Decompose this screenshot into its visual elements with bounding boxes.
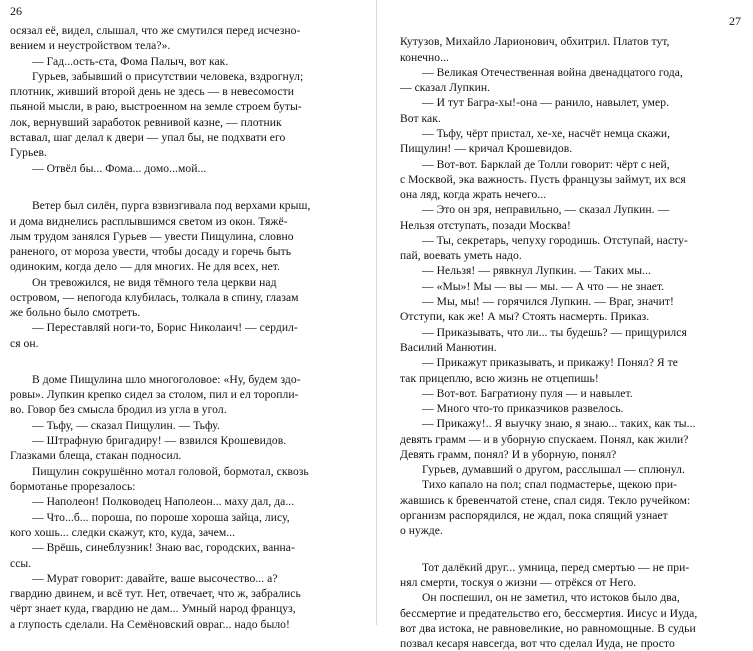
text-line: лок, вернувший заработок ревнивой казне, — плотник	[10, 116, 282, 129]
text-line: — Что...б... пороша, по пороше хороша зайца, лису,	[32, 511, 290, 524]
text-line: раненого, от мороза увести, чтобы досаду и горечь быть	[10, 245, 292, 258]
text-line: — Наполеон! Полководец Наполеон... маху дал, да...	[32, 495, 295, 508]
text-line: — Штрафную бригадиру! — взвился Крошевидов.	[32, 434, 287, 447]
text-line: — Это он зря, неправильно, — сказал Лупкин. —	[422, 203, 670, 216]
text-line: — Тьфу, чёрт пристал, хе-хе, насчёт немца скажи,	[422, 127, 671, 140]
text-line: островом, — непогода клубилась, толкала в спину, глазам	[10, 291, 299, 304]
text-line: плотник, живший второй день не здесь — в невесомости	[10, 85, 294, 98]
text-line: чёрт знает куда, гвардию не дам... Умный народ француз,	[10, 602, 296, 615]
text-line: жавшись к бревенчатой стене, спал сидя. Текло ручейком:	[400, 494, 691, 507]
text-line: она ляд, когда жрать нечего...	[400, 188, 547, 201]
text-line: конечно...	[400, 51, 449, 64]
text-line: — Великая Отечественная война двенадцатого года,	[422, 66, 683, 79]
text-line: — Вот-вот. Барклай де Толли говорит: чёрт с ней,	[422, 158, 670, 171]
text-line: — Много что-то приказчиков развелось.	[422, 402, 624, 415]
text-line: вставал, шаг делал к двери — упал бы, не подхвати его	[10, 131, 286, 144]
text-line: нял смерти, тоскуя о жизни — отрёкся от Него.	[400, 576, 637, 589]
text-line: лым трудом занялся Гурьев — увести Пищулина, словно	[10, 230, 294, 243]
text-line: бессмертие и предательство его, бессмертия. Иисус и Иуда,	[400, 607, 698, 620]
text-line: Тихо капало на пол; спал подмастерье, щекою при-	[422, 478, 678, 491]
text-line: Кутузов, Михайло Ларионович, обхитрил. Платов тут,	[400, 35, 670, 48]
text-line: — «Мы»! Мы — вы — мы. — А что — не знает.	[422, 280, 665, 293]
text-line: вот два истока, не равновеликие, но равномощные. В судьи	[400, 622, 696, 635]
text-line: вением и неустройством тела?».	[10, 39, 171, 52]
page-number: 26	[10, 4, 22, 18]
text-line: — Приказывать, что ли... ты будешь? — прищурился	[422, 326, 687, 339]
left-page	[0, 0, 378, 631]
text-line: — Вот-вот. Багратиону пуля — и навылет.	[422, 387, 633, 400]
text-line: ровы». Лупкин крепко сидел за столом, пил и ел торопли-	[10, 388, 299, 401]
text-line: Он тревожился, не видя тёмного тела церкви над	[32, 276, 277, 289]
text-line: организм распорядился, не ждал, пока спящий узнает	[400, 509, 668, 522]
text-line: — Переставляй ноги-то, Борис Николаич! — сердил-	[32, 321, 298, 334]
text-line: пьяной мысли, в раю, выстроенном на земле строем буты-	[10, 100, 302, 113]
text-line: Ветер был силён, пурга взвизгивала под верхами крыш,	[32, 199, 311, 212]
text-line: одиноким, когда дело — для многих. Не для всех, нет.	[10, 260, 280, 273]
text-line: Он поспешил, он не заметил, что истоков было два,	[422, 591, 680, 604]
text-line: Нельзя отступать, позади Москва!	[400, 219, 571, 232]
text-line: Девять грамм, понял? И в уборную, понял?	[400, 448, 617, 461]
text-line: — Нельзя! — рявкнул Лупкин. — Таких мы...	[422, 264, 651, 277]
text-line: — Прикажу!.. Я выучку знаю, я знаю... таких, как ты...	[422, 417, 696, 430]
right-page	[378, 0, 753, 650]
text-line: Отступи, как же! А мы? Стоять насмерть. Приказ.	[400, 310, 650, 323]
text-line: Гурьев.	[10, 146, 48, 159]
text-line: Гурьев, думавший о другом, расслышал — сплюнул.	[422, 463, 685, 476]
text-line: — И тут Багра-хы!-она — ранило, навылет, умер.	[422, 96, 670, 109]
text-line: Глазками блеща, стакан подносил.	[10, 449, 182, 462]
text-line: ся он.	[10, 337, 39, 350]
text-line: так прицеплю, всю жизнь не отцепишь!	[400, 372, 599, 385]
text-line: же больно было смотреть.	[10, 306, 141, 319]
text-line: бормотанье прорезалось:	[10, 480, 136, 493]
text-line: — Отвёл бы... Фома... домо...мой...	[32, 162, 207, 175]
text-line: — сказал Лупкин.	[400, 81, 491, 94]
text-line: — Врёшь, синеблузник! Знаю вас, городских, ванна-	[32, 541, 295, 554]
text-line: — Ты, секретарь, чепуху городишь. Отступай, насту-	[422, 234, 688, 247]
page-gutter	[376, 0, 377, 625]
text-line: осязал её, видел, слышал, что же смутился перед исчезно-	[10, 24, 301, 37]
text-line: Пищулин! — кричал Крошевидов.	[400, 142, 573, 155]
text-line: Тот далёкий друг... умница, перед смертью — не при-	[422, 561, 690, 574]
text-line: — Мы, мы! — горячился Лупкин. — Враг, значит!	[422, 295, 674, 308]
text-line: гвардию двинем, и всё тут. Нет, отвечает, что ж, забрались	[10, 587, 301, 600]
text-line: с Москвой, эка важность. Пусть французы займут, их вся	[400, 173, 686, 186]
text-line: кого хошь... следки скажут, кто, куда, зачем...	[10, 526, 236, 539]
text-line: — Мурат говорит: давайте, ваше высочество... а?	[32, 572, 278, 585]
text-line: В доме Пищулина шло многоголовое: «Ну, будем здо-	[32, 373, 301, 386]
text-line: позвал кесаря навсегда, вот что сделал Иуда, не просто	[400, 637, 675, 650]
text-line: и дома виднелись расплывшимся светом из окон. Тяжё-	[10, 215, 288, 228]
text-line: Гурьев, забывший о присутствии человека, вздрогнул;	[32, 70, 304, 83]
text-line: во. Говор без смысла бродил из угла в угол.	[10, 403, 227, 416]
text-line: о нужде.	[400, 524, 443, 537]
text-line: — Прикажут приказывать, и прикажу! Понял? Я те	[422, 356, 678, 369]
text-line: — Гад...ость-ста, Фома Палыч, вот как.	[32, 55, 229, 68]
text-line: Василий Манютин.	[400, 341, 497, 354]
text-line: Пищулин сокрушённо мотал головой, бормотал, сквозь	[32, 465, 309, 478]
text-line: а глупость сделали. На Семёновский овраг... надо было!	[10, 618, 290, 631]
text-line: ссы.	[10, 557, 32, 570]
text-line: Вот как.	[400, 112, 441, 125]
text-line: девять грамм — и в уборную спускаем. Понял, как жили?	[400, 433, 689, 446]
text-line: пай, воевать уметь надо.	[400, 249, 522, 262]
text-line: — Тьфу, — сказал Пищулин. — Тьфу.	[32, 419, 220, 432]
page-number: 27	[729, 14, 741, 28]
